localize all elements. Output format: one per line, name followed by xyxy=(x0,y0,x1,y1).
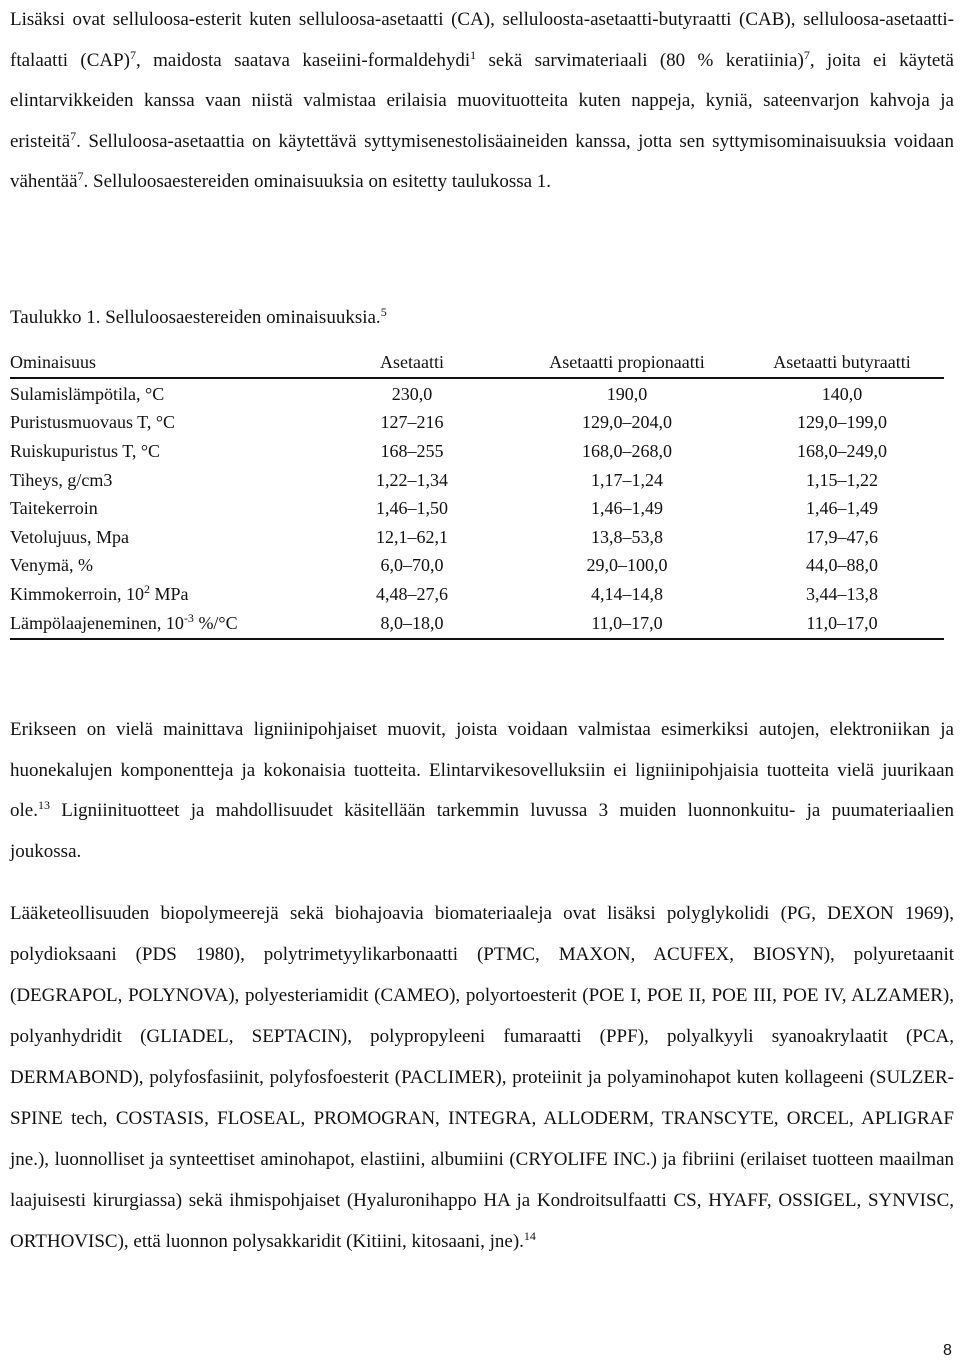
reference-number: 7 xyxy=(130,47,136,62)
cell-value: 3,44‒13,8 xyxy=(806,583,878,604)
cell-value: 129,0‒199,0 xyxy=(797,412,887,433)
text-segment: Lisäksi ovat selluloosa-esterit kuten selluloosa-asetaatti (CA), selluloosta-asetaatti-butyraatti (CAB), selluloosa-asetaatti-ftalaatti (CAP) xyxy=(10,9,954,71)
cell-value: 44,0‒88,0 xyxy=(806,555,878,576)
table-bottom-rule xyxy=(10,638,944,640)
reference-number: 7 xyxy=(70,128,77,143)
cell-value: 12,1‒62,1 xyxy=(376,526,448,547)
cell-value: 8,0‒18,0 xyxy=(380,612,444,633)
text-segment: Erikseen on vielä mainittava ligniinipohjaiset muovit, joista voidaan valmistaa esimerkiksi autojen, elektroniikan ja huonekalujen komponentteja ja kokonaisia tuotteita. Elintarvikesovelluksiin ei ligniinipohjaisia tuotteita vielä juurikaan ole. xyxy=(10,719,954,821)
exponent: 2 xyxy=(143,581,150,596)
cell-value: 13,8‒53,8 xyxy=(591,526,663,547)
cell-value: 1,46‒1,49 xyxy=(591,498,663,519)
table-row xyxy=(10,437,944,466)
cell-value: 230,0 xyxy=(391,383,433,404)
text-segment: Lääketeollisuuden biopolymeerejä sekä biohajoavia biomateriaaleja ovat lisäksi polyglykolidi (PG, DEXON 1969), polydioksaani (PDS 1980), polytrimetyylikarbonaatti (PTMC, MAXON, ACUFEX, BIOSYN), polyuretaanit (DEGRAPOL, POLYNOVA), polyesteriamidit (CAMEO), polyortoesterit (POE I, POE II, POE III, POE IV, ALZAMER), polyanhydridit (GLIADEL, SEPTACIN), polypropyleeni fumaraatti (PPF), polyalkyyli syanoakrylaatit (PCA, DERMABOND), polyfosfasiinit, polyfosfoesterit (PACLIMER), proteiinit ja polyaminohapot kuten kollageeni (SULZER-SPINE tech, COSTASIS, FLOSEAL, PROMOGRAN, INTEGRA, ALLODERM, TRANSCYTE, ORCEL, APLIGRAF jne.), luonnolliset ja synteettiset aminohapot, elastiini, albumiini (CRYOLIFE INC.) ja fibriini (erilaiset tuotteen maailman laajuisesti kirurgiassa) sekä ihmispohjaiset (Hyaluronihappo HA ja Kondroitsulfaatti CS, HYAFF, OSSIGEL, SYNVISC, ORTHOVISC), että luonnon polysakkaridit (Kitiini, kitosaani, jne). xyxy=(10,903,954,1252)
cell-value: 1,17‒1,24 xyxy=(591,469,663,490)
property-text: Lämpölaajeneminen, 10 xyxy=(10,612,184,633)
reference-number: 1 xyxy=(470,47,477,62)
header-property: Ominaisuus xyxy=(10,348,310,378)
cell-value: 6,0‒70,0 xyxy=(380,555,444,576)
cell-value: 11,0‒17,0 xyxy=(806,612,878,633)
property-unit: %/°C xyxy=(193,612,238,633)
reference-number: 14 xyxy=(523,1229,536,1243)
table-row xyxy=(10,378,944,409)
reference-number: 5 xyxy=(380,305,387,319)
table-row xyxy=(10,494,944,523)
cell-value: 1,46‒1,50 xyxy=(376,498,448,519)
text-segment: . Selluloosa-asetaattia on käytettävä syttymisenestolisäaineiden kanssa, jotta sen syttymisominaisuuksia voidaan vähentää xyxy=(10,130,954,192)
cell-value: 190,0 xyxy=(606,383,648,404)
reference-number: 7 xyxy=(803,47,810,62)
cell-value: 1,22‒1,34 xyxy=(376,469,448,490)
cell-value: 127‒216 xyxy=(380,412,444,433)
reference-number: 13 xyxy=(37,798,50,812)
cell-property: Sulamislämpötila, °C xyxy=(10,383,165,404)
cell-property: Ruiskupuristus T, °C xyxy=(10,440,161,461)
table-header-row xyxy=(10,348,944,378)
text-segment: sekä sarvimateriaali (80 % keratiinia) xyxy=(476,49,804,71)
header-acetate: Asetaatti xyxy=(310,348,514,378)
table-row xyxy=(10,409,944,438)
cell-property xyxy=(10,580,310,609)
caption-text: Taulukko 1. Selluloosaestereiden ominaisuuksia. xyxy=(10,307,381,328)
cell-value: 168‒255 xyxy=(380,440,444,461)
cell-property: Puristusmuovaus T, °C xyxy=(10,412,176,433)
cell-property: Venymä, % xyxy=(10,555,93,576)
table-caption xyxy=(10,307,387,329)
header-acetate-propionate: Asetaatti propionaatti xyxy=(514,348,740,378)
cell-value: 168,0‒249,0 xyxy=(797,440,887,461)
cell-property: Tiheys, g/cm3 xyxy=(10,469,113,490)
cell-value: 1,46‒1,49 xyxy=(806,498,878,519)
cell-value: 1,15‒1,22 xyxy=(806,469,878,490)
intro-paragraph xyxy=(10,0,954,203)
biopolymer-paragraph xyxy=(10,893,954,1262)
cell-property xyxy=(10,609,310,638)
cell-value: 29,0‒100,0 xyxy=(586,555,668,576)
text-segment: , maidosta saatava kaseiini-formaldehydi xyxy=(136,49,471,71)
cell-value: 4,48‒27,6 xyxy=(376,583,448,604)
table-row xyxy=(10,523,944,552)
reference-number: 7 xyxy=(77,169,84,183)
cell-property: Vetolujuus, Mpa xyxy=(10,526,129,547)
text-segment: Ligniinituotteet ja mahdollisuudet käsitellään tarkemmin luvussa 3 muiden luonnonkuitu- ja puumateriaalien joukossa. xyxy=(10,800,954,862)
cell-value: 4,14‒14,8 xyxy=(591,583,663,604)
header-acetate-butyrate: Asetaatti butyraatti xyxy=(740,348,944,378)
table-row xyxy=(10,580,944,609)
table-row xyxy=(10,609,944,638)
text-segment: . Selluloosaestereiden ominaisuuksia on esitetty taulukossa 1. xyxy=(83,171,552,192)
page-number: 8 xyxy=(943,1342,952,1359)
properties-table xyxy=(10,348,944,637)
table-row xyxy=(10,466,944,495)
exponent: -3 xyxy=(183,610,194,625)
table-row xyxy=(10,552,944,581)
cell-value: 129,0‒204,0 xyxy=(582,412,672,433)
cell-value: 168,0‒268,0 xyxy=(582,440,672,461)
cell-value: 17,9‒47,6 xyxy=(806,526,878,547)
text-segment: , joita ei käytetä elintarvikkeiden kanssa vaan niistä valmistaa erilaisia muovituotteita kuten nappeja, kyniä, sateenvarjon kahvoja ja eristeitä xyxy=(10,49,954,152)
property-unit: MPa xyxy=(149,583,189,604)
cell-property: Taitekerroin xyxy=(10,498,98,519)
lignin-paragraph xyxy=(10,710,954,872)
cell-value: 11,0‒17,0 xyxy=(591,612,663,633)
cell-value: 140,0 xyxy=(821,383,863,404)
property-text: Kimmokerroin, 10 xyxy=(10,583,144,604)
